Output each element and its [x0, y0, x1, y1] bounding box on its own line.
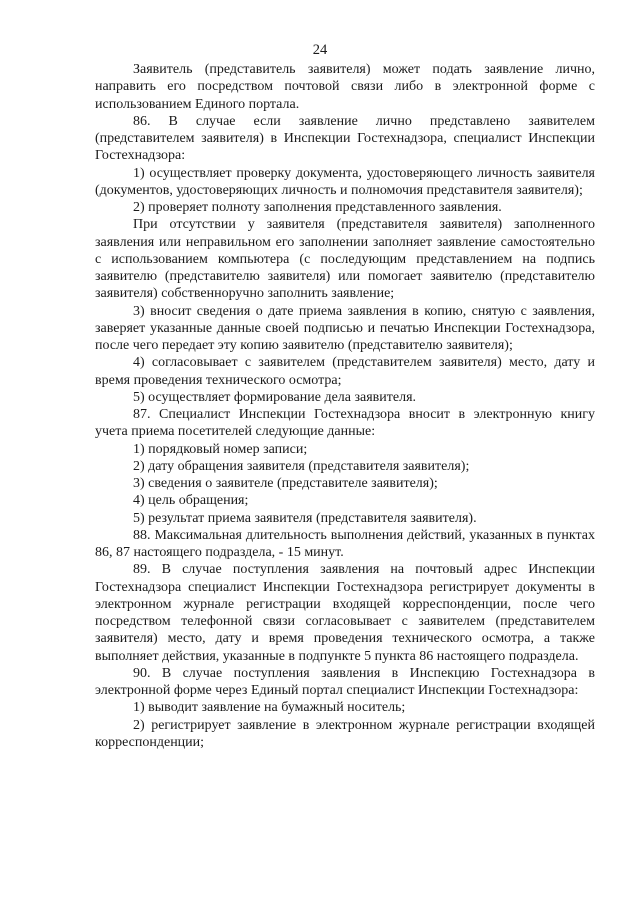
- paragraph: 3) сведения о заявителе (представителе заявителя);: [133, 476, 438, 491]
- paragraph: 2) регистрирует заявление в электронном журнале регистрации входящей корреспонденции;: [95, 717, 595, 750]
- paragraph: 88. Максимальная длительность выполнения действий, указанных в пунктах 86, 87 настоящего подраздела, - 15 минут.: [95, 527, 595, 560]
- paragraph: Заявитель (представитель заявителя) может подать заявление лично, направить его посредством почтовой связи либо в электронной форме с использованием Единого портала.: [95, 62, 595, 112]
- paragraph: 5) осуществляет формирование дела заявителя.: [133, 389, 417, 405]
- paragraph: 87. Специалист Инспекции Гостехнадзора вносит в электронную книгу учета приема посетителей следующие данные:: [95, 407, 595, 440]
- paragraph: 2) проверяет полноту заполнения представленного заявления.: [133, 200, 502, 215]
- paragraph: 1) выводит заявление на бумажный носитель;: [133, 700, 406, 716]
- paragraph: 5) результат приема заявителя (представителя заявителя).: [133, 510, 477, 526]
- document-body: [95, 61, 595, 751]
- paragraph: 90. В случае поступления заявления в Инспекцию Гостехнадзора в электронной форме через Единый портал специалист Инспекции Гостехнадзора:: [95, 665, 595, 698]
- paragraph: 1) осуществляет проверку документа, удостоверяющего личность заявителя (документов, удостоверяющих личность и полномочия представителя заявителя);: [95, 165, 595, 198]
- paragraph: 4) цель обращения;: [133, 493, 249, 509]
- paragraph: При отсутствии у заявителя (представителя заявителя) заполненного заявления или неправильном его заполнении заполняет заявление самостоятельно с использованием компьютера (с последующим представлением на подпись заявителю (представителю заявителя) или помогает заявителю (представителю заявителя) собственноручно заполнить заявление;: [95, 217, 595, 302]
- paragraph: 3) вносит сведения о дате приема заявления в копию, снятую с заявления, заверяет указанные данные своей подписью и печатью Инспекции Гостехнадзора, после чего передает эту копию заявителю (представителю заявителя);: [95, 303, 595, 353]
- paragraph: 1) порядковый номер записи;: [133, 441, 308, 457]
- paragraph: 89. В случае поступления заявления на почтовый адрес Инспекции Гостехнадзора специалист Инспекции Гостехнадзора регистрирует документы в электронном журнале регистрации входящей корреспонденции, после чего посредством телефонной связи согласовывает с заявителем (представителем заявителя) место, дату и время проведения технического осмотра, а также выполняет действия, указанные в подпункте 5 пункта 86 настоящего подраздела.: [95, 562, 595, 664]
- paragraph: 2) дату обращения заявителя (представителя заявителя);: [133, 458, 470, 474]
- page-number: 24: [312, 42, 328, 58]
- paragraph: 4) согласовывает с заявителем (представителем заявителя) место, дату и время проведения технического осмотра;: [95, 355, 595, 388]
- paragraph: 86. В случае если заявление лично представлено заявителем (представителем заявителя) в Инспекции Гостехнадзора, специалист Инспекции Гостехнадзора:: [95, 113, 595, 164]
